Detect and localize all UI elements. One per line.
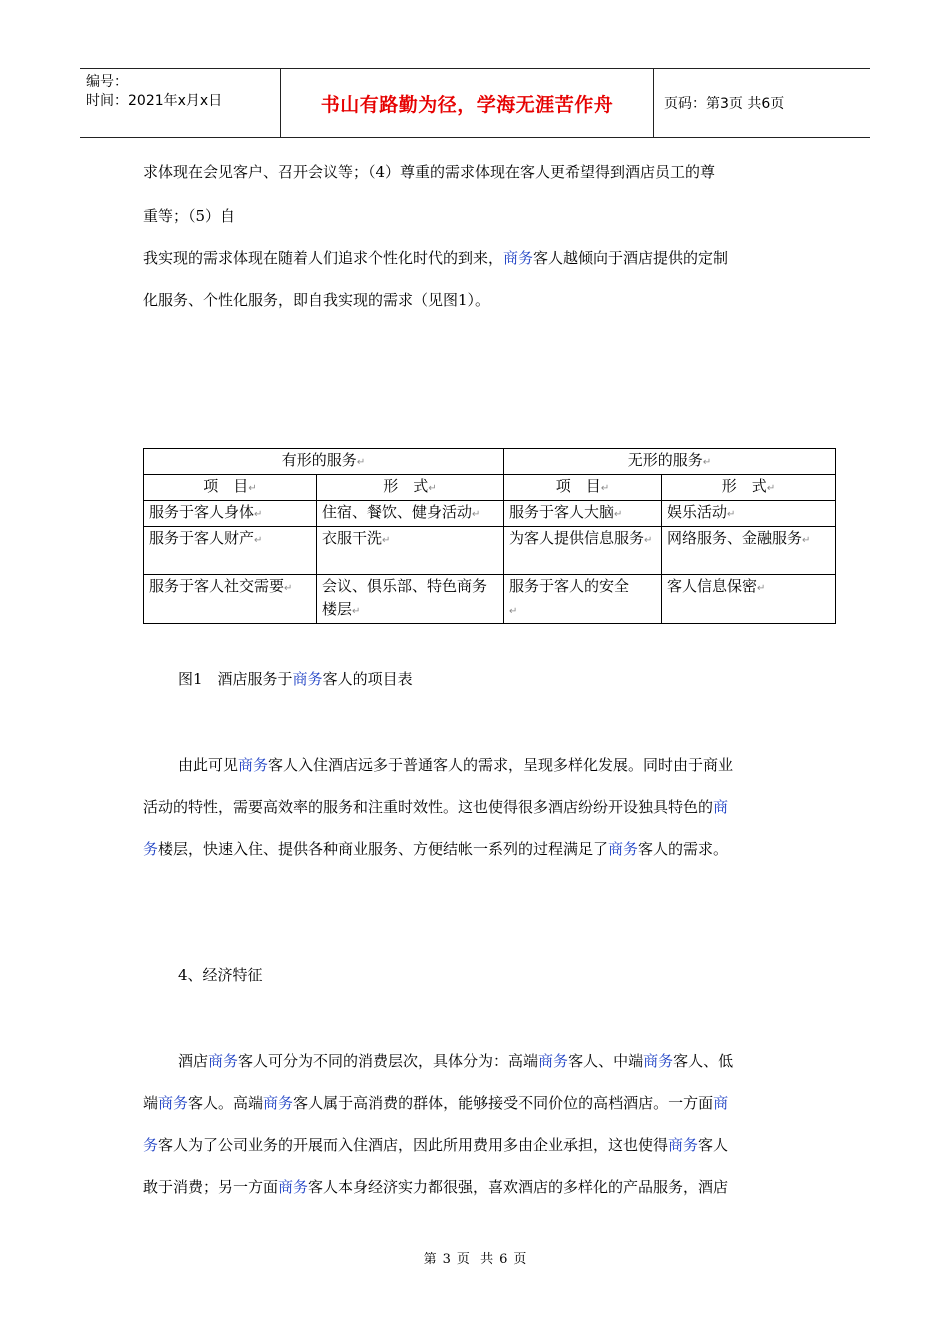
- table-cell: 服务于客人的安全 ↵: [504, 575, 662, 624]
- body-line: 敢于消费；另一方面商务客人本身经济实力都很强，喜欢酒店的多样化的产品服务，酒店: [143, 1178, 729, 1196]
- page-footer: 第 3 页 共 6 页: [423, 1252, 527, 1267]
- keyword-link[interactable]: 务: [143, 1136, 159, 1154]
- keyword-link[interactable]: 商: [713, 798, 729, 816]
- table-cell: 网络服务、金融服务↵: [662, 527, 836, 575]
- group-header-tangible: 有形的服务↵: [144, 449, 504, 475]
- column-header: 项 目↵: [504, 475, 662, 501]
- keyword-link[interactable]: 商务: [292, 670, 323, 688]
- group-header-intangible: 无形的服务↵: [504, 449, 836, 475]
- keyword-link[interactable]: 商务: [263, 1094, 294, 1112]
- column-header: 项 目↵: [144, 475, 317, 501]
- table-cell: 客人信息保密↵: [662, 575, 836, 624]
- body-line: 求体现在会见客户、召开会议等；（4）尊重的需求体现在客人更希望得到酒店员工的尊: [143, 163, 716, 181]
- table-cell: 为客人提供信息服务↵: [504, 527, 662, 575]
- header-meta: [86, 73, 222, 111]
- keyword-link[interactable]: 商务: [158, 1094, 189, 1112]
- table-column-header-row: [144, 475, 836, 501]
- time-label: 时间：2021年x月x日: [86, 93, 223, 109]
- service-table: [143, 448, 836, 624]
- figure-caption: 图1 酒店服务于商务客人的项目表: [178, 670, 413, 688]
- body-line: 活动的特性，需要高效率的服务和注重时效性。这也使得很多酒店纷纷开设独具特色的商: [143, 798, 729, 816]
- table-row: [144, 575, 836, 624]
- body-line: 我实现的需求体现在随着人们追求个性化时代的到来，商务客人越倾向于酒店提供的定制: [143, 249, 729, 267]
- table-cell: 会议、俱乐部、特色商务楼层↵: [317, 575, 504, 624]
- body-line: 务客人为了公司业务的开展而入住酒店，因此所用费用多由企业承担，这也使得商务客人: [143, 1136, 729, 1154]
- keyword-link[interactable]: 商务: [668, 1136, 699, 1154]
- header-motto: 书山有路勤为径，学海无涯苦作舟: [320, 93, 614, 116]
- table-cell: 娱乐活动↵: [662, 501, 836, 527]
- header-page-info: 页码：第3页 共6页: [664, 96, 785, 112]
- keyword-link[interactable]: 商: [713, 1094, 729, 1112]
- keyword-link[interactable]: 商务: [538, 1052, 569, 1070]
- keyword-link[interactable]: 商务: [208, 1052, 239, 1070]
- table-cell: 住宿、餐饮、健身活动↵: [317, 501, 504, 527]
- body-line: 酒店商务客人可分为不同的消费层次，具体分为：高端商务客人、中端商务客人、低: [178, 1052, 734, 1070]
- keyword-link[interactable]: 务: [143, 840, 159, 858]
- header-divider: [653, 69, 654, 137]
- table-cell: 服务于客人大脑↵: [504, 501, 662, 527]
- body-line: 端商务客人。高端商务客人属于高消费的群体，能够接受不同价位的高档酒店。一方面商: [143, 1094, 729, 1112]
- table-cell: 服务于客人身体↵: [144, 501, 317, 527]
- table-cell: 衣服干洗↵: [317, 527, 504, 575]
- table-cell: 服务于客人财产↵: [144, 527, 317, 575]
- table-group-header-row: [144, 449, 836, 475]
- keyword-link[interactable]: 商务: [503, 249, 534, 267]
- body-line: 化服务、个性化服务，即自我实现的需求（见图1）。: [143, 291, 491, 309]
- section-heading: 4、经济特征: [178, 966, 263, 984]
- table-row: [144, 527, 836, 575]
- body-line: 由此可见商务客人入住酒店远多于普通客人的需求，呈现多样化发展。同时由于商业: [178, 756, 734, 774]
- table-cell: 服务于客人社交需要↵: [144, 575, 317, 624]
- keyword-link[interactable]: 商务: [608, 840, 639, 858]
- column-header: 形 式↵: [662, 475, 836, 501]
- keyword-link[interactable]: 商务: [643, 1052, 674, 1070]
- table-row: [144, 501, 836, 527]
- keyword-link[interactable]: 商务: [278, 1178, 309, 1196]
- body-line: 重等；（5）自: [143, 207, 236, 225]
- body-line: 务楼层，快速入住、提供各种商业服务、方便结帐一系列的过程满足了商务客人的需求。: [143, 840, 729, 858]
- column-header: 形 式↵: [317, 475, 504, 501]
- keyword-link[interactable]: 商务: [238, 756, 269, 774]
- document-header: [80, 68, 870, 138]
- number-label: 编号：: [86, 74, 128, 90]
